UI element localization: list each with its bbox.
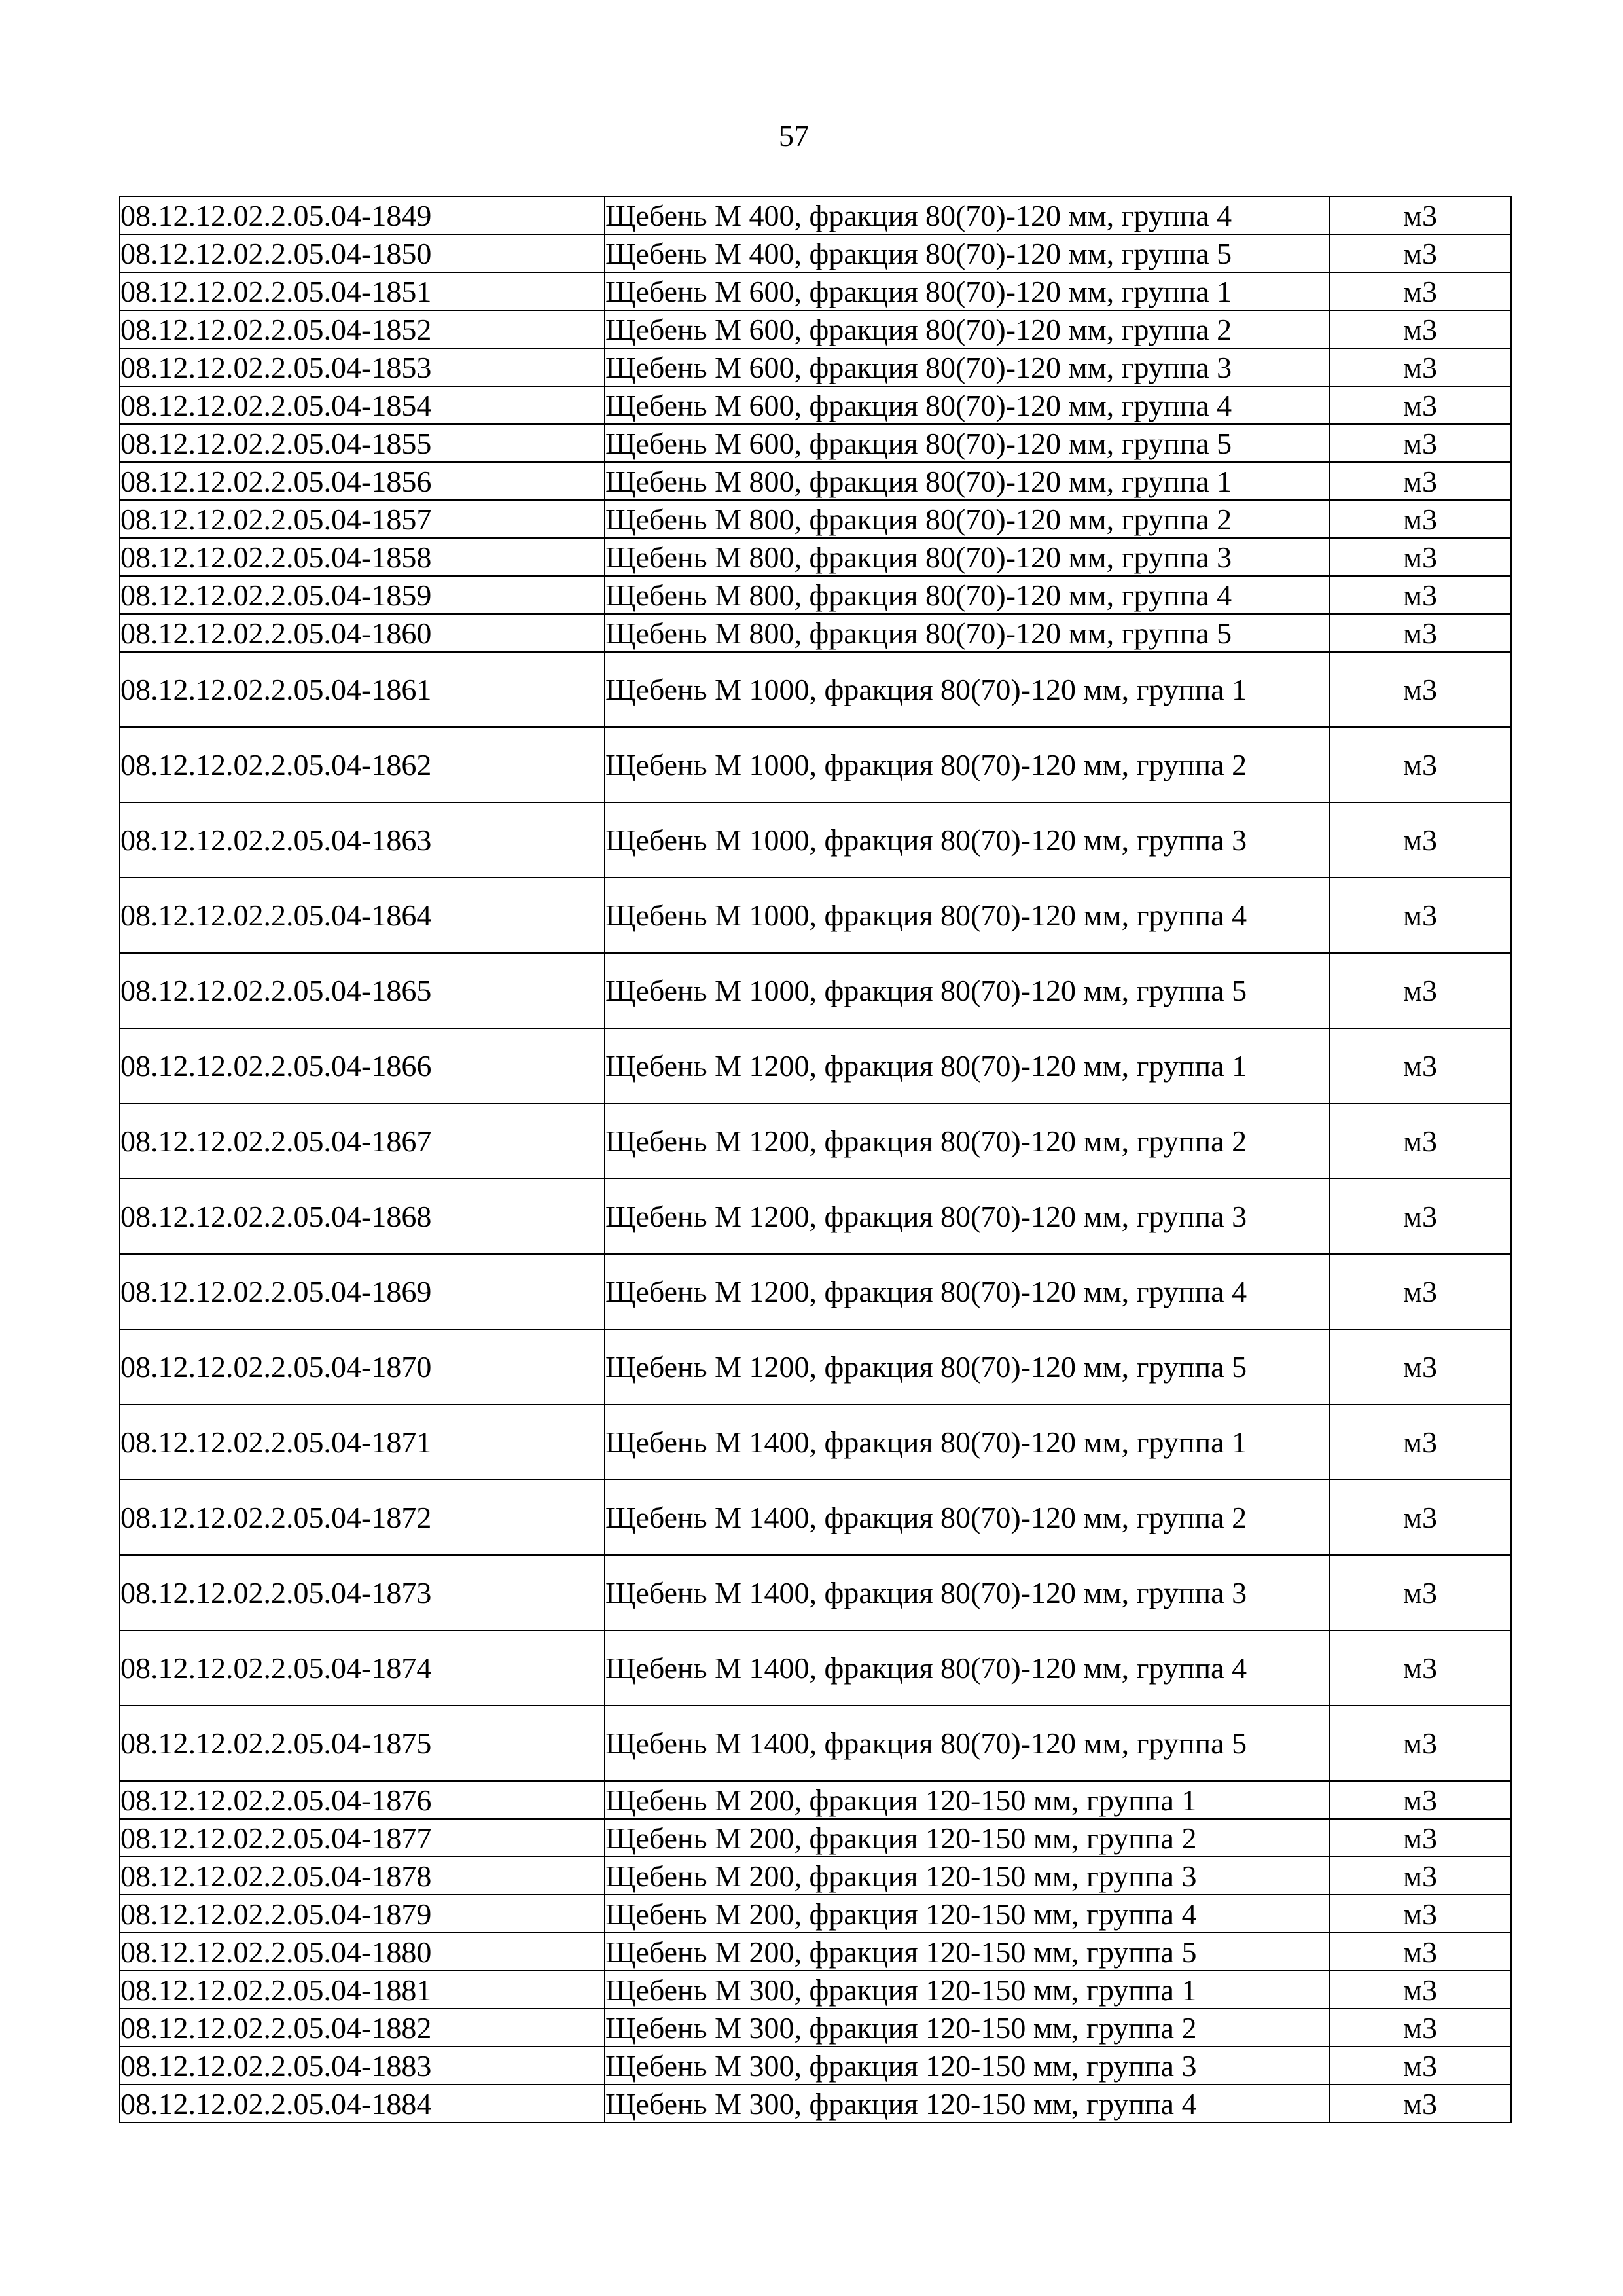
resource-name-cell: Щебень М 1400, фракция 80(70)-120 мм, группа 1: [605, 1405, 1329, 1480]
resource-code-cell: 08.12.12.02.2.05.04-1861: [120, 652, 605, 727]
unit-cell: м3: [1329, 1254, 1511, 1329]
resource-name-cell: Щебень М 1000, фракция 80(70)-120 мм, группа 1: [605, 652, 1329, 727]
resource-code-cell: 08.12.12.02.2.05.04-1849: [120, 196, 605, 234]
resource-code-cell: 08.12.12.02.2.05.04-1879: [120, 1895, 605, 1933]
resource-name-cell: Щебень М 600, фракция 80(70)-120 мм, группа 2: [605, 310, 1329, 348]
table-row: [120, 1857, 1511, 1895]
table-row: [120, 1480, 1511, 1555]
resource-code-cell: 08.12.12.02.2.05.04-1882: [120, 2009, 605, 2047]
resource-code-cell: 08.12.12.02.2.05.04-1873: [120, 1555, 605, 1630]
table-row: [120, 2085, 1511, 2123]
resource-code-cell: 08.12.12.02.2.05.04-1855: [120, 424, 605, 462]
table-row: [120, 462, 1511, 500]
table-row: [120, 2009, 1511, 2047]
unit-cell: м3: [1329, 2009, 1511, 2047]
unit-cell: м3: [1329, 1405, 1511, 1480]
table-row: [120, 2047, 1511, 2085]
resource-name-cell: Щебень М 1400, фракция 80(70)-120 мм, группа 3: [605, 1555, 1329, 1630]
unit-cell: м3: [1329, 1857, 1511, 1895]
resource-code-cell: 08.12.12.02.2.05.04-1865: [120, 953, 605, 1028]
table-row: [120, 1781, 1511, 1819]
table-row: [120, 652, 1511, 727]
resource-name-cell: Щебень М 800, фракция 80(70)-120 мм, группа 1: [605, 462, 1329, 500]
resource-table: [119, 196, 1512, 2123]
resource-name-cell: Щебень М 200, фракция 120-150 мм, группа 2: [605, 1819, 1329, 1857]
page-number: 57: [779, 119, 809, 152]
resource-name-cell: Щебень М 800, фракция 80(70)-120 мм, группа 5: [605, 614, 1329, 652]
resource-name-cell: Щебень М 1000, фракция 80(70)-120 мм, группа 5: [605, 953, 1329, 1028]
resource-code-cell: 08.12.12.02.2.05.04-1856: [120, 462, 605, 500]
resource-code-cell: 08.12.12.02.2.05.04-1862: [120, 727, 605, 802]
table-row: [120, 424, 1511, 462]
table-row: [120, 1405, 1511, 1480]
resource-code-cell: 08.12.12.02.2.05.04-1852: [120, 310, 605, 348]
unit-cell: м3: [1329, 727, 1511, 802]
unit-cell: м3: [1329, 424, 1511, 462]
resource-name-cell: Щебень М 1200, фракция 80(70)-120 мм, группа 4: [605, 1254, 1329, 1329]
unit-cell: м3: [1329, 1971, 1511, 2009]
table-row: [120, 1630, 1511, 1706]
resource-name-cell: Щебень М 300, фракция 120-150 мм, группа 4: [605, 2085, 1329, 2123]
unit-cell: м3: [1329, 1933, 1511, 1971]
unit-cell: м3: [1329, 2047, 1511, 2085]
unit-cell: м3: [1329, 1819, 1511, 1857]
unit-cell: м3: [1329, 1781, 1511, 1819]
resource-code-cell: 08.12.12.02.2.05.04-1884: [120, 2085, 605, 2123]
unit-cell: м3: [1329, 386, 1511, 424]
resource-name-cell: Щебень М 1400, фракция 80(70)-120 мм, группа 5: [605, 1706, 1329, 1781]
resource-name-cell: Щебень М 1200, фракция 80(70)-120 мм, группа 1: [605, 1028, 1329, 1103]
resource-name-cell: Щебень М 600, фракция 80(70)-120 мм, группа 1: [605, 272, 1329, 310]
resource-code-cell: 08.12.12.02.2.05.04-1875: [120, 1706, 605, 1781]
resource-name-cell: Щебень М 300, фракция 120-150 мм, группа 3: [605, 2047, 1329, 2085]
table-body: [120, 196, 1511, 2123]
resource-name-cell: Щебень М 1400, фракция 80(70)-120 мм, группа 2: [605, 1480, 1329, 1555]
unit-cell: м3: [1329, 500, 1511, 538]
resource-name-cell: Щебень М 600, фракция 80(70)-120 мм, группа 5: [605, 424, 1329, 462]
resource-code-cell: 08.12.12.02.2.05.04-1881: [120, 1971, 605, 2009]
unit-cell: м3: [1329, 1480, 1511, 1555]
resource-name-cell: Щебень М 200, фракция 120-150 мм, группа 4: [605, 1895, 1329, 1933]
unit-cell: м3: [1329, 2085, 1511, 2123]
table-row: [120, 1329, 1511, 1405]
resource-code-cell: 08.12.12.02.2.05.04-1870: [120, 1329, 605, 1405]
unit-cell: м3: [1329, 310, 1511, 348]
table-row: [120, 1103, 1511, 1179]
resource-name-cell: Щебень М 300, фракция 120-150 мм, группа 2: [605, 2009, 1329, 2047]
resource-name-cell: Щебень М 400, фракция 80(70)-120 мм, группа 5: [605, 234, 1329, 272]
table-row: [120, 272, 1511, 310]
unit-cell: м3: [1329, 802, 1511, 878]
table-row: [120, 196, 1511, 234]
unit-cell: м3: [1329, 1630, 1511, 1706]
resource-code-cell: 08.12.12.02.2.05.04-1880: [120, 1933, 605, 1971]
unit-cell: м3: [1329, 953, 1511, 1028]
resource-name-cell: Щебень М 200, фракция 120-150 мм, группа 1: [605, 1781, 1329, 1819]
resource-name-cell: Щебень М 800, фракция 80(70)-120 мм, группа 3: [605, 538, 1329, 576]
table-row: [120, 614, 1511, 652]
table-row: [120, 310, 1511, 348]
resource-name-cell: Щебень М 1400, фракция 80(70)-120 мм, группа 4: [605, 1630, 1329, 1706]
unit-cell: м3: [1329, 272, 1511, 310]
resource-code-cell: 08.12.12.02.2.05.04-1883: [120, 2047, 605, 2085]
resource-code-cell: 08.12.12.02.2.05.04-1878: [120, 1857, 605, 1895]
table-row: [120, 576, 1511, 614]
resource-code-cell: 08.12.12.02.2.05.04-1868: [120, 1179, 605, 1254]
resource-name-cell: Щебень М 200, фракция 120-150 мм, группа 3: [605, 1857, 1329, 1895]
unit-cell: м3: [1329, 652, 1511, 727]
table-row: [120, 727, 1511, 802]
resource-name-cell: Щебень М 600, фракция 80(70)-120 мм, группа 4: [605, 386, 1329, 424]
resource-name-cell: Щебень М 1000, фракция 80(70)-120 мм, группа 3: [605, 802, 1329, 878]
table-row: [120, 348, 1511, 386]
table-row: [120, 1028, 1511, 1103]
unit-cell: м3: [1329, 348, 1511, 386]
table-row: [120, 1555, 1511, 1630]
resource-code-cell: 08.12.12.02.2.05.04-1874: [120, 1630, 605, 1706]
resource-code-cell: 08.12.12.02.2.05.04-1877: [120, 1819, 605, 1857]
resource-code-cell: 08.12.12.02.2.05.04-1859: [120, 576, 605, 614]
unit-cell: м3: [1329, 1555, 1511, 1630]
resource-code-cell: 08.12.12.02.2.05.04-1866: [120, 1028, 605, 1103]
unit-cell: м3: [1329, 1028, 1511, 1103]
resource-code-cell: 08.12.12.02.2.05.04-1853: [120, 348, 605, 386]
unit-cell: м3: [1329, 1329, 1511, 1405]
resource-code-cell: 08.12.12.02.2.05.04-1876: [120, 1781, 605, 1819]
unit-cell: м3: [1329, 462, 1511, 500]
table-row: [120, 1254, 1511, 1329]
table-row: [120, 878, 1511, 953]
table-row: [120, 1179, 1511, 1254]
resource-name-cell: Щебень М 800, фракция 80(70)-120 мм, группа 4: [605, 576, 1329, 614]
resource-code-cell: 08.12.12.02.2.05.04-1863: [120, 802, 605, 878]
table-row: [120, 1706, 1511, 1781]
table-row: [120, 386, 1511, 424]
resource-code-cell: 08.12.12.02.2.05.04-1860: [120, 614, 605, 652]
resource-code-cell: 08.12.12.02.2.05.04-1850: [120, 234, 605, 272]
resource-name-cell: Щебень М 400, фракция 80(70)-120 мм, группа 4: [605, 196, 1329, 234]
table-row: [120, 234, 1511, 272]
table-row: [120, 538, 1511, 576]
table-row: [120, 1819, 1511, 1857]
table-row: [120, 1895, 1511, 1933]
resource-code-cell: 08.12.12.02.2.05.04-1858: [120, 538, 605, 576]
resource-name-cell: Щебень М 200, фракция 120-150 мм, группа 5: [605, 1933, 1329, 1971]
table-row: [120, 953, 1511, 1028]
unit-cell: м3: [1329, 614, 1511, 652]
table-row: [120, 1971, 1511, 2009]
unit-cell: м3: [1329, 1103, 1511, 1179]
resource-name-cell: Щебень М 600, фракция 80(70)-120 мм, группа 3: [605, 348, 1329, 386]
table-row: [120, 1933, 1511, 1971]
resource-code-cell: 08.12.12.02.2.05.04-1864: [120, 878, 605, 953]
unit-cell: м3: [1329, 234, 1511, 272]
unit-cell: м3: [1329, 538, 1511, 576]
unit-cell: м3: [1329, 1179, 1511, 1254]
resource-name-cell: Щебень М 1200, фракция 80(70)-120 мм, группа 3: [605, 1179, 1329, 1254]
resource-code-cell: 08.12.12.02.2.05.04-1854: [120, 386, 605, 424]
resource-code-cell: 08.12.12.02.2.05.04-1867: [120, 1103, 605, 1179]
resource-code-cell: 08.12.12.02.2.05.04-1872: [120, 1480, 605, 1555]
resource-name-cell: Щебень М 1200, фракция 80(70)-120 мм, группа 2: [605, 1103, 1329, 1179]
unit-cell: м3: [1329, 196, 1511, 234]
unit-cell: м3: [1329, 1895, 1511, 1933]
resource-code-cell: 08.12.12.02.2.05.04-1857: [120, 500, 605, 538]
unit-cell: м3: [1329, 878, 1511, 953]
table-row: [120, 500, 1511, 538]
resource-name-cell: Щебень М 1000, фракция 80(70)-120 мм, группа 4: [605, 878, 1329, 953]
resource-name-cell: Щебень М 800, фракция 80(70)-120 мм, группа 2: [605, 500, 1329, 538]
unit-cell: м3: [1329, 576, 1511, 614]
resource-name-cell: Щебень М 300, фракция 120-150 мм, группа 1: [605, 1971, 1329, 2009]
resource-code-cell: 08.12.12.02.2.05.04-1851: [120, 272, 605, 310]
resource-name-cell: Щебень М 1200, фракция 80(70)-120 мм, группа 5: [605, 1329, 1329, 1405]
resource-code-cell: 08.12.12.02.2.05.04-1871: [120, 1405, 605, 1480]
resource-code-cell: 08.12.12.02.2.05.04-1869: [120, 1254, 605, 1329]
resource-name-cell: Щебень М 1000, фракция 80(70)-120 мм, группа 2: [605, 727, 1329, 802]
table-row: [120, 802, 1511, 878]
unit-cell: м3: [1329, 1706, 1511, 1781]
